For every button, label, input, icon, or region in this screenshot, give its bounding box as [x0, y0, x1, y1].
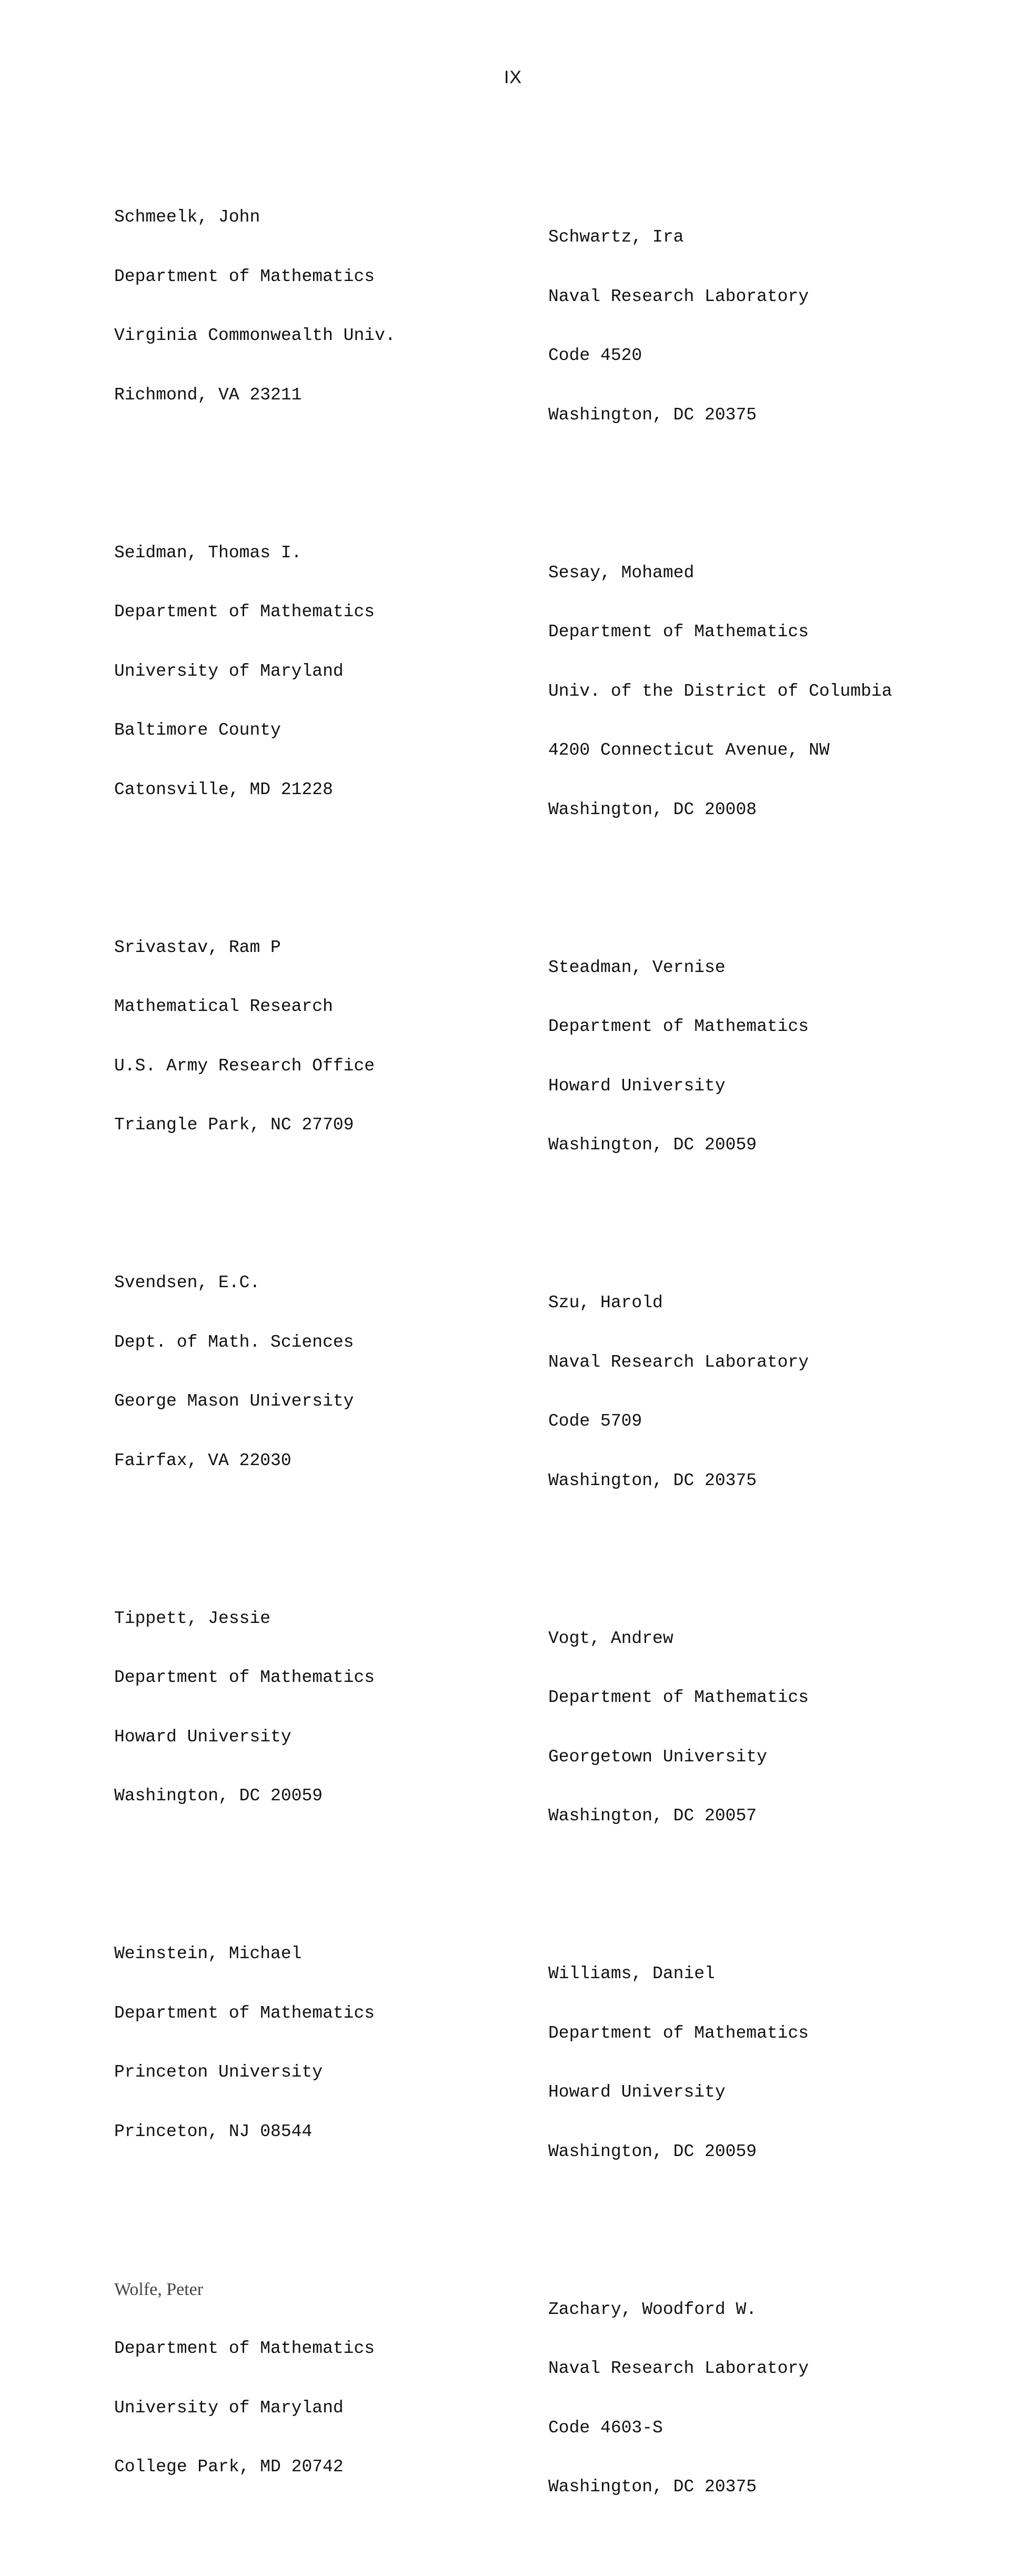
entry-name: Svendsen, E.C.: [114, 1273, 260, 1292]
entry-name: Zachary, Woodford W.: [548, 2299, 757, 2319]
entry-name: Seidman, Thomas I.: [114, 543, 302, 563]
entry-line: Howard University: [548, 2082, 726, 2102]
entry-name: Wolfe, Peter: [114, 2279, 204, 2299]
address-entry-sesay: [548, 524, 892, 859]
entry-line: Department of Mathematics: [548, 1017, 809, 1036]
address-entry-tippett: [114, 1569, 396, 1846]
entry-line: Washington, DC 20059: [114, 1786, 323, 1806]
entry-name: Steadman, Vernise: [548, 957, 726, 977]
entry-line: U.S. Army Research Office: [114, 1056, 375, 1076]
entry-name: Schwartz, Ira: [548, 227, 684, 247]
entry-line: Department of Mathematics: [548, 1688, 809, 1707]
entry-line: Howard University: [548, 1076, 726, 1096]
entry-line: Washington, DC 20059: [548, 1135, 757, 1155]
entry-line: College Park, MD 20742: [114, 2457, 344, 2477]
entry-line: Naval Research Laboratory: [548, 1352, 809, 1372]
entry-line: Naval Research Laboratory: [548, 286, 809, 306]
address-entry-schwartz: [548, 188, 892, 464]
entry-line: Baltimore County: [114, 720, 281, 740]
entry-line: Department of Mathematics: [114, 1668, 375, 1687]
entry-line: Washington, DC 20375: [548, 2477, 757, 2497]
entry-line: Dept. of Math. Sciences: [114, 1332, 354, 1352]
entry-line: Washington, DC 20375: [548, 1470, 757, 1490]
address-entry-steadman: [548, 918, 892, 1195]
entry-line: Department of Mathematics: [114, 602, 375, 622]
entry-line: Princeton University: [114, 2062, 323, 2082]
entry-line: Department of Mathematics: [548, 2023, 809, 2043]
address-entry-szu: [548, 1254, 892, 1530]
entry-line: Virginia Commonwealth Univ.: [114, 326, 396, 345]
entry-line: Department of Mathematics: [548, 622, 809, 642]
entry-line: Triangle Park, NC 27709: [114, 1115, 354, 1135]
entry-name: Williams, Daniel: [548, 1964, 715, 1983]
address-entry-svendsen: [114, 1234, 396, 1510]
page-number: IX: [504, 67, 522, 87]
entry-line: Georgetown University: [548, 1747, 767, 1767]
entry-line: University of Maryland: [114, 2398, 344, 2418]
entry-line: Washington, DC 20375: [548, 405, 757, 425]
entry-line: Washington, DC 20008: [548, 799, 757, 819]
address-entry-wolfe: [114, 2240, 396, 2517]
entry-line: Howard University: [114, 1727, 291, 1747]
entry-line: Department of Mathematics: [114, 266, 375, 286]
entry-line: Princeton, NJ 08544: [114, 2121, 313, 2141]
entry-line: Univ. of the District of Columbia: [548, 681, 892, 701]
entry-name: Schmeelk, John: [114, 207, 260, 227]
entry-line: Code 5709: [548, 1411, 642, 1431]
address-entry-seidman: [114, 504, 396, 839]
entry-name: Srivastav, Ram P: [114, 937, 281, 957]
entry-name: Vogt, Andrew: [548, 1628, 673, 1648]
entry-line: Washington, DC 20057: [548, 1806, 757, 1826]
address-entry-vogt: [548, 1589, 892, 1866]
address-entry-zachary: [548, 2260, 892, 2537]
entry-name: Weinstein, Michael: [114, 1944, 302, 1963]
entry-name: Tippett, Jessie: [114, 1608, 271, 1628]
entry-line: Naval Research Laboratory: [548, 2359, 809, 2378]
entry-name: Sesay, Mohamed: [548, 563, 695, 583]
entry-line: 4200 Connecticut Avenue, NW: [548, 740, 830, 760]
entry-line: Catonsville, MD 21228: [114, 779, 333, 799]
address-entry-srivastav: [114, 898, 396, 1175]
entry-line: Richmond, VA 23211: [114, 385, 302, 405]
entry-name: Szu, Harold: [548, 1293, 663, 1312]
entry-line: George Mason University: [114, 1391, 354, 1411]
entry-line: Washington, DC 20059: [548, 2141, 757, 2161]
entry-line: Department of Mathematics: [114, 2003, 375, 2023]
entry-line: Code 4520: [548, 346, 642, 365]
left-address-column: [114, 128, 396, 2556]
entry-line: University of Maryland: [114, 661, 344, 681]
entry-line: Department of Mathematics: [114, 2339, 375, 2358]
address-entry-schmeelk: [114, 168, 396, 444]
address-entry-williams: [548, 1925, 892, 2201]
entry-line: Mathematical Research: [114, 997, 333, 1016]
entry-line: Code 4603-S: [548, 2418, 663, 2438]
entry-line: Fairfax, VA 22030: [114, 1450, 291, 1470]
right-address-column: [548, 148, 892, 2576]
address-entry-weinstein: [114, 1905, 396, 2181]
